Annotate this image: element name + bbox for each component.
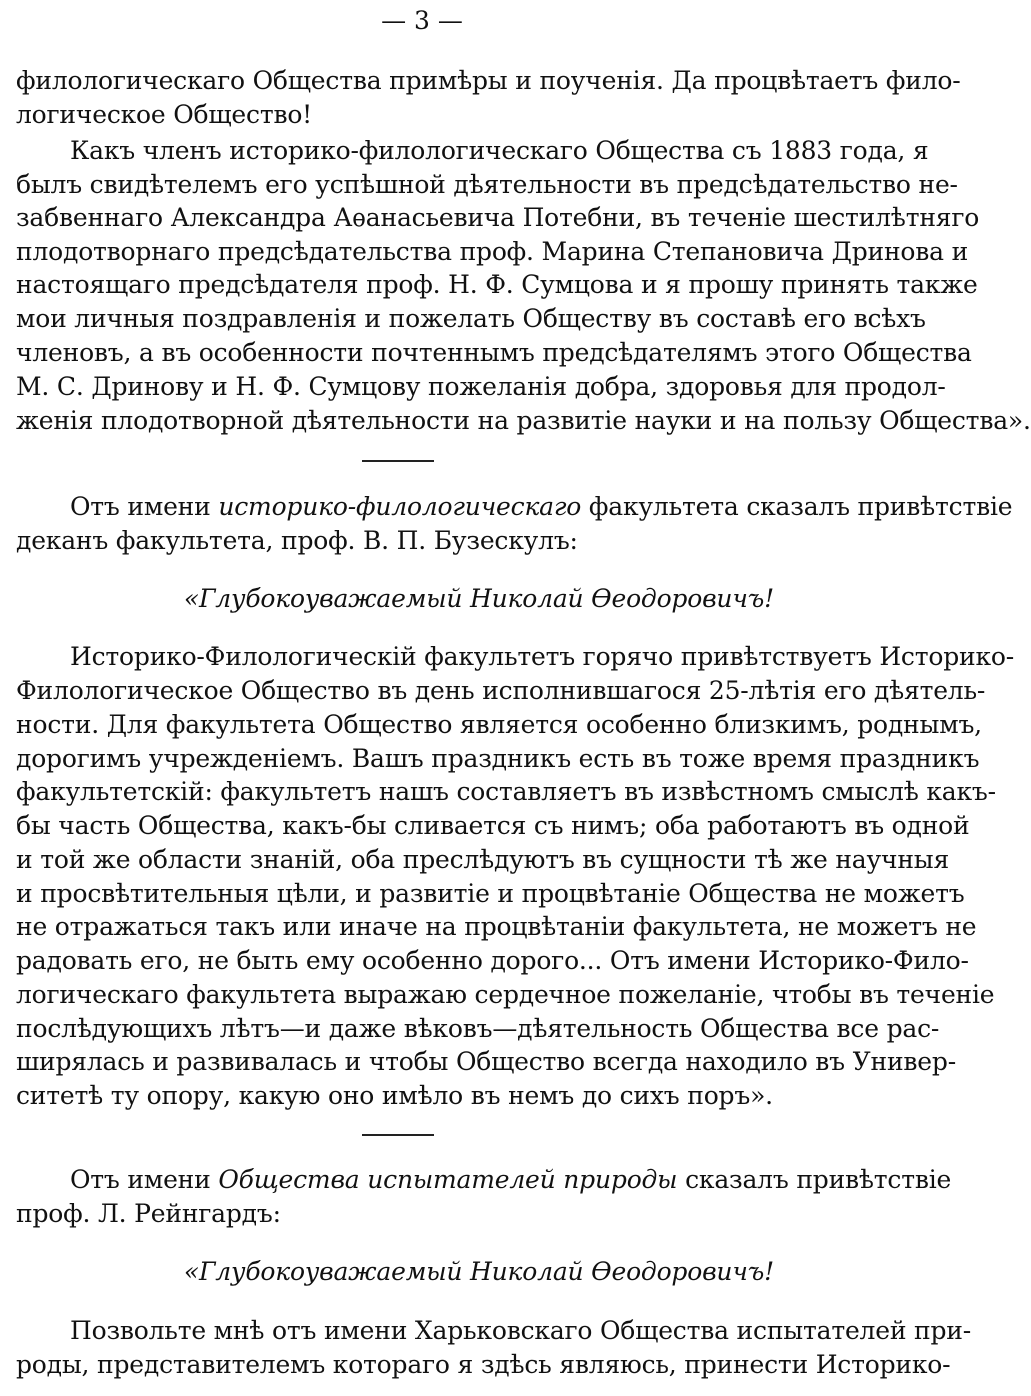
text-line: радовать его, не быть ему особенно дорого... Отъ имени Историко-Фило- bbox=[16, 946, 969, 975]
text-line: женія плодотворной дѣятельности на развитіе науки и на пользу Общества». bbox=[16, 406, 1031, 435]
text-line: филологическаго Общества примѣры и поученія. Да процвѣтаетъ фило- bbox=[16, 66, 961, 95]
salutation: «Глубокоуважаемый Николай Ѳеодоровичъ! bbox=[183, 584, 774, 613]
text-line: М. С. Дринову и Н. Ф. Сумцову пожеланія добра, здоровья для продол- bbox=[16, 372, 946, 401]
text-line: не отражаться такъ или иначе на процвѣтаніи факультета, не можетъ не bbox=[16, 912, 977, 941]
text-line: факультетскій: факультетъ нашъ составляетъ въ извѣстномъ смыслѣ какъ- bbox=[16, 777, 996, 806]
intro-line bbox=[70, 490, 1013, 524]
text-line: деканъ факультета, проф. В. П. Бузескулъ: bbox=[16, 526, 578, 555]
intro-text: сказалъ привѣтствіе bbox=[685, 1165, 952, 1194]
text-line: ности. Для факультета Общество является особенно близкимъ, роднымъ, bbox=[16, 710, 982, 739]
text-line: плодотворнаго предсѣдательства проф. Марина Степановича Дринова и bbox=[16, 237, 969, 266]
text-line: роды, представителемъ котораго я здѣсь являюсь, принести Историко- bbox=[16, 1350, 951, 1379]
text-line: забвеннаго Александра Аѳанасьевича Потебни, въ теченіе шестилѣтняго bbox=[16, 203, 980, 232]
intro-text: Отъ имени bbox=[70, 1165, 211, 1194]
text-line: настоящаго предсѣдателя проф. Н. Ф. Сумцова и я прошу принять также bbox=[16, 270, 978, 299]
text-line: дорогимъ учрежденіемъ. Вашъ праздникъ есть въ тоже время праздникъ bbox=[16, 744, 980, 773]
text-line: членовъ, а въ особенности почтеннымъ предсѣдателямъ этого Общества bbox=[16, 338, 972, 367]
text-line: бы часть Общества, какъ-бы сливается съ нимъ; оба работаютъ въ одной bbox=[16, 811, 970, 840]
text-line: ширялась и развивалась и чтобы Общество всегда находило въ Универ- bbox=[16, 1047, 956, 1076]
text-line: Какъ членъ историко-филологическаго Общества съ 1883 года, я bbox=[70, 136, 929, 165]
text-line: ситетѣ ту опору, какую оно имѣло въ немъ до сихъ поръ». bbox=[16, 1081, 773, 1110]
intro-line bbox=[70, 1163, 952, 1197]
text-line: былъ свидѣтелемъ его успѣшной дѣятельности въ предсѣдательство не- bbox=[16, 170, 958, 199]
section-divider bbox=[362, 1134, 434, 1136]
page-number: — 3 — bbox=[381, 6, 463, 35]
text-line: Позвольте мнѣ отъ имени Харьковскаго Общества испытателей при- bbox=[70, 1316, 972, 1345]
section-divider bbox=[362, 460, 434, 462]
text-line: проф. Л. Рейнгардъ: bbox=[16, 1199, 281, 1228]
text-line: логическое Общество! bbox=[16, 100, 313, 129]
text-line: логическаго факультета выражаю сердечное пожеланіе, чтобы въ теченіе bbox=[16, 980, 995, 1009]
text-line: мои личныя поздравленія и пожелать Обществу въ составѣ его всѣхъ bbox=[16, 304, 926, 333]
text-line: и просвѣтительныя цѣли, и развитіе и процвѣтаніе Общества не можетъ bbox=[16, 879, 965, 908]
text-line: Историко-Филологическій факультетъ горячо привѣтствуетъ Историко- bbox=[70, 642, 1015, 671]
intro-society-name: Общества испытателей природы bbox=[218, 1165, 678, 1194]
text-line: послѣдующихъ лѣтъ—и даже вѣковъ—дѣятельность Общества все рас- bbox=[16, 1014, 940, 1043]
text-line: и той же области знаній, оба преслѣдуютъ въ сущности тѣ же научныя bbox=[16, 845, 950, 874]
intro-faculty-name: историко-филологическаго bbox=[218, 492, 582, 521]
intro-text: факультета сказалъ привѣтствіе bbox=[588, 492, 1013, 521]
intro-text: Отъ имени bbox=[70, 492, 211, 521]
salutation: «Глубокоуважаемый Николай Ѳеодоровичъ! bbox=[183, 1257, 774, 1286]
text-line: Филологическое Общество въ день исполнившагося 25-лѣтія его дѣятель- bbox=[16, 676, 986, 705]
